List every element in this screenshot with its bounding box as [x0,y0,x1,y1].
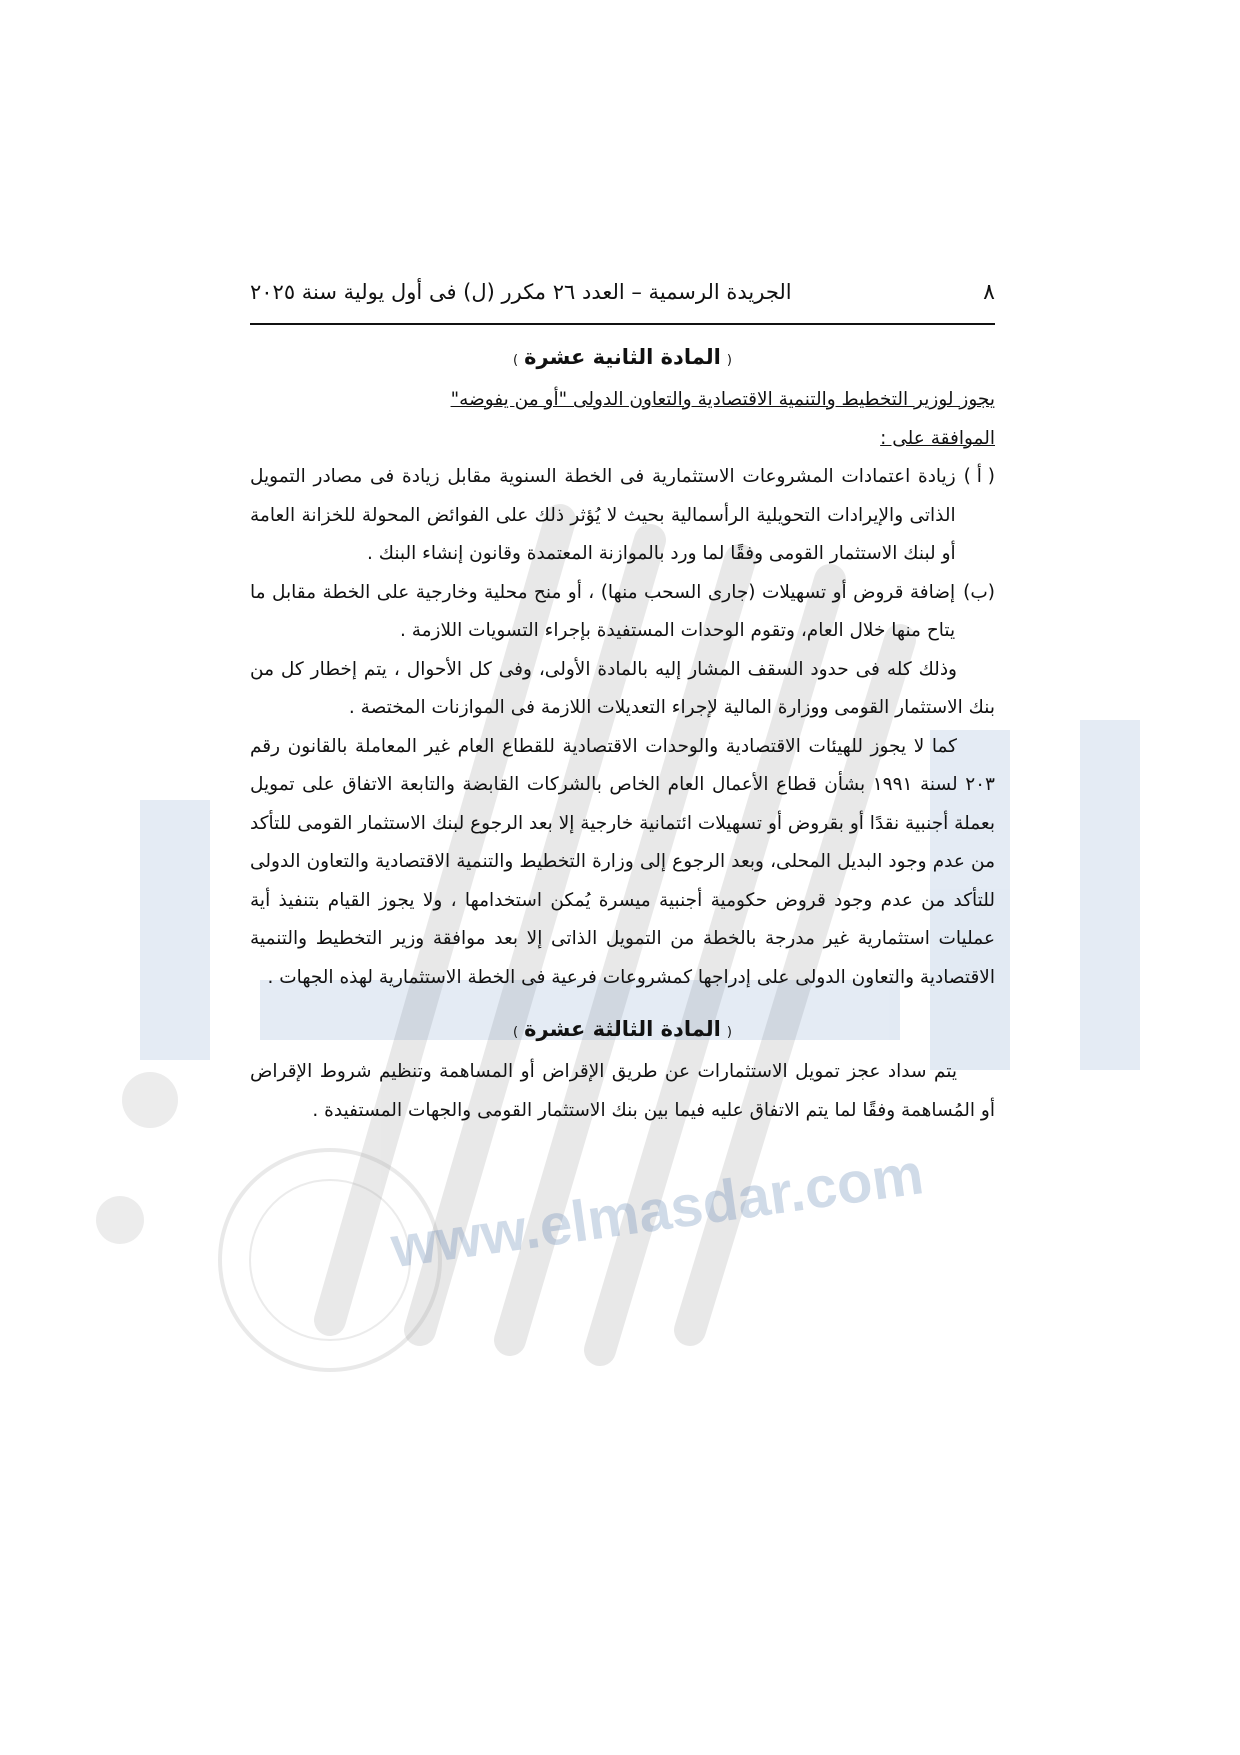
page [250,280,995,1130]
article-12-heading: (المادة الثانية عشرة) [513,345,732,369]
article-12-title: المادة الثانية عشرة [524,345,721,369]
page-header [250,280,995,325]
article-12-paragraph-1: وذلك كله فى حدود السقف المشار إليه بالمادة الأولى، وفى كل الأحوال ، يتم إخطار كل من بنك الاستثمار القومى ووزارة المالية لإجراء التعديلات اللازمة فى الموازنات المختصة . [250,658,995,718]
item-a-label: ( أ ) [963,466,995,487]
watermark-dot [122,1072,178,1128]
article-12-intro-line1: يجوز لوزير التخطيط والتنمية الاقتصادية والتعاون الدولى "أو من يفوضه" [450,389,995,410]
article-12-item-b [250,574,995,651]
gazette-title: الجريدة الرسمية – العدد ٢٦ مكرر (ل) فى أول يولية سنة ٢٠٢٥ [250,280,792,304]
watermark-block [140,800,210,1060]
article-13-paragraph-1: يتم سداد عجز تمويل الاستثمارات عن طريق الإقراض أو المساهمة وتنظيم شروط الإقراض أو المُساهمة وفقًا لما يتم الاتفاق عليه فيما بين بنك الاستثمار القومى والجهات المستفيدة . [250,1061,995,1121]
article-13-heading: (المادة الثالثة عشرة) [513,1017,732,1041]
watermark-url: www.elmasdar.com [387,1141,928,1281]
item-a-text: زيادة اعتمادات المشروعات الاستثمارية فى الخطة السنوية مقابل زيادة فى مصادر التمويل الذاتى والإيرادات التحويلية الرأسمالية بحيث لا يُؤثر ذلك على الفوائض المحولة للخزانة العامة أو لبنك الاستثمار القومى وفقًا لما ورد بالموازنة المعتمدة وقانون إنشاء البنك . [250,466,956,564]
article-13-title: المادة الثالثة عشرة [524,1017,721,1041]
article-12-intro-line2: الموافقة على : [880,427,995,449]
article-12-paragraph-2: كما لا يجوز للهيئات الاقتصادية والوحدات الاقتصادية للقطاع العام غير المعاملة بالقانون رقم ٢٠٣ لسنة ١٩٩١ بشأن قطاع الأعمال العام الخاص بالشركات القابضة والتابعة الاتفاق على تمويل بعملة أجنبية نقدًا أو بقروض أو تسهيلات ائتمانية خارجية إلا بعد الرجوع لبنك الاستثمار القومى للتأكد من عدم وجود البديل المحلى، وبعد الرجوع إلى وزارة التخطيط والتنمية الاقتصادية والتعاون الدولى للتأكد من عدم وجود قروض حكومية أجنبية ميسرة يُمكن استخدامها ، ولا يجوز القيام بتنفيذ أية عمليات استثمارية غير مدرجة بالخطة من التمويل الذاتى إلا بعد موافقة وزير التخطيط والتنمية الاقتصادية والتعاون الدولى على إدراجها كمشروعات فرعية فى الخطة الاستثمارية لهذه الجهات . [250,735,995,988]
item-b-text: إضافة قروض أو تسهيلات (جارى السحب منها) ، أو منح محلية وخارجية على الخطة مقابل ما يتاح منها خلال العام، وتقوم الوحدات المستفيدة بإجراء التسويات اللازمة . [250,581,956,641]
watermark-block [1080,720,1140,1070]
watermark-dot [96,1196,144,1244]
watermark-seal [220,1150,440,1370]
item-b-label: (ب) [963,581,995,603]
page-number: ٨ [983,280,995,305]
watermark-seal-inner [250,1180,410,1340]
article-12-intro-line2-wrap [250,420,995,459]
article-12-item-a [250,458,995,574]
